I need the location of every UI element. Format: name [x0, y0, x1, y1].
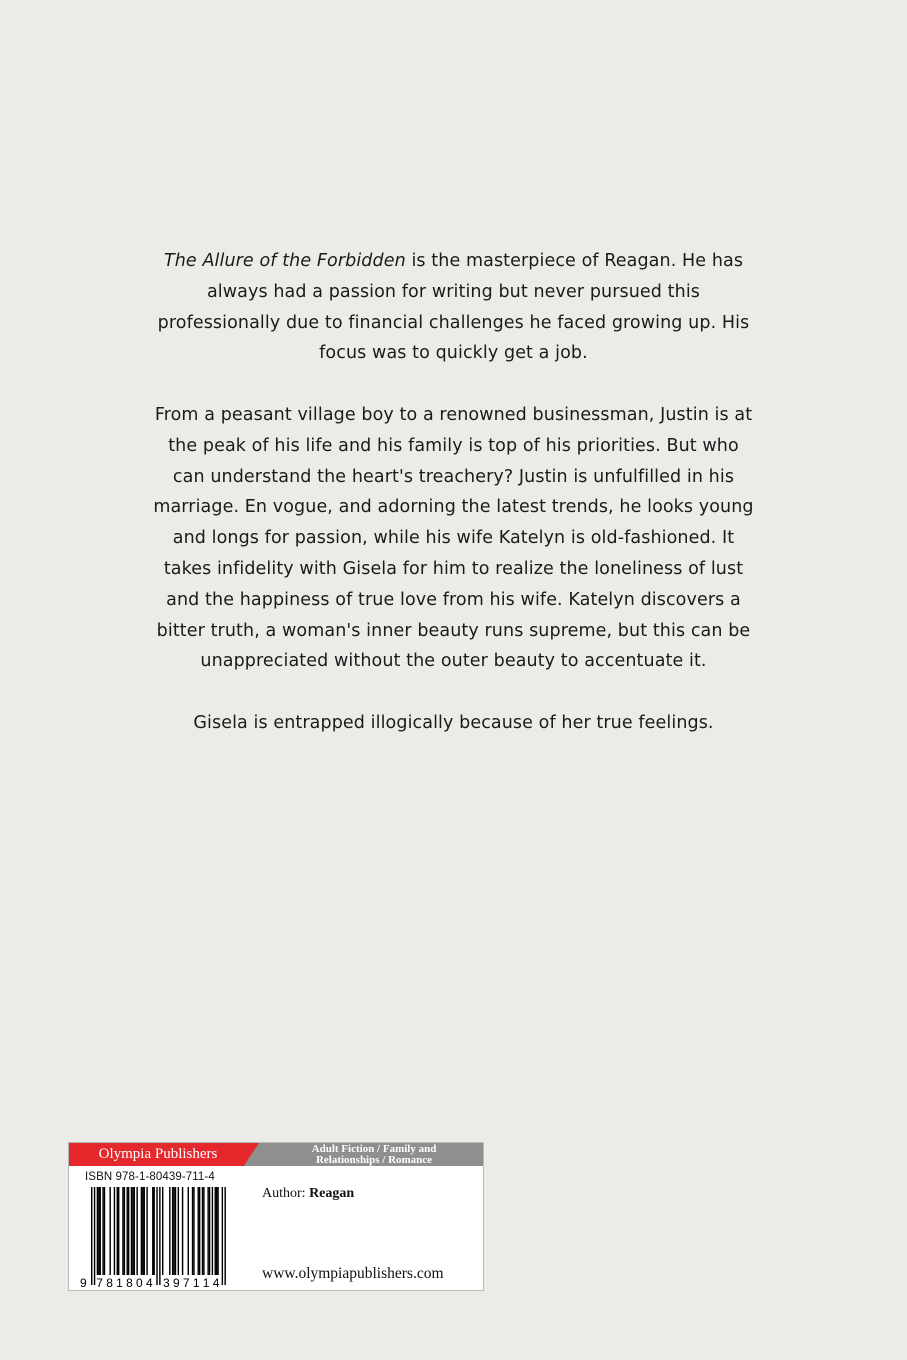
- barcode-label: [68, 1142, 484, 1291]
- blurb-paragraph-1: [150, 246, 757, 369]
- barcode-bar: [173, 1187, 174, 1275]
- barcode-bar: [175, 1187, 176, 1275]
- barcode-bar: [131, 1187, 132, 1275]
- barcode-bar: [122, 1187, 123, 1275]
- barcode-bar: [136, 1187, 137, 1275]
- barcode-digit: 9: [172, 1276, 180, 1290]
- category-text: [269, 1144, 479, 1166]
- barcode-bar: [178, 1187, 179, 1275]
- author-line: [262, 1186, 354, 1202]
- back-cover-blurb: [150, 246, 757, 770]
- blurb-paragraph-3: Gisela is entrapped illogically because of her true feelings.: [193, 712, 714, 733]
- barcode-bar: [209, 1187, 210, 1275]
- barcode-bar: [98, 1187, 99, 1275]
- author-label: Author:: [262, 1186, 306, 1201]
- barcode-bar: [104, 1187, 105, 1275]
- barcode-bar: [94, 1187, 95, 1285]
- barcode-bar: [169, 1187, 170, 1275]
- barcode-bar: [117, 1187, 118, 1275]
- barcode-bar: [198, 1187, 199, 1275]
- barcode-bar: [153, 1187, 154, 1275]
- barcode-bar: [141, 1187, 142, 1275]
- barcode-digit: 8: [106, 1276, 113, 1290]
- book-title: The Allure of the Forbidden: [163, 251, 406, 271]
- barcode-bar: [212, 1187, 213, 1275]
- barcode-bar: [224, 1187, 225, 1285]
- barcode-digit: 3: [163, 1276, 170, 1290]
- barcode-digit: 1: [192, 1276, 200, 1290]
- barcode-bar: [222, 1187, 223, 1285]
- barcode-bar: [144, 1187, 145, 1275]
- barcode-digit: 1: [202, 1276, 210, 1290]
- barcode-bar: [203, 1187, 204, 1275]
- blurb-paragraph-1-text: is the masterpiece of Reagan. He has always had a passion for writing but never pursued this professionally due to financial challenges he faced growing up. His focus was to quickly get a job.: [157, 251, 750, 364]
- barcode-bar: [124, 1187, 125, 1275]
- barcode-digit: 4: [145, 1276, 153, 1290]
- barcode-bar: [217, 1187, 218, 1275]
- barcode-bar: [132, 1187, 133, 1275]
- barcode-bar: [102, 1187, 103, 1275]
- barcode-digit: 0: [136, 1276, 143, 1290]
- blurb-paragraph-2: From a peasant village boy to a renowned businessman, Justin is at the peak of his life and his family is top of his priorities. But who can understand the heart's treachery? Justin is unfulfilled in his marriage. En vogue, and adorning the latest trends, he looks young and longs for passion, while his wife Katelyn is old-fashioned. It takes infidelity with Gisela for him to realize the loneliness of lust and the happiness of true love from his wife. Katelyn discovers a bitter truth, a woman's inner beauty runs supreme, but this can be unappreciated without the outer beauty to accentuate it.: [153, 404, 754, 672]
- barcode-bar: [207, 1187, 208, 1275]
- barcode-digit: 8: [126, 1276, 133, 1290]
- barcode-bar: [188, 1187, 189, 1275]
- barcode-digit: 7: [96, 1276, 103, 1290]
- barcode-bar: [152, 1187, 153, 1275]
- author-name: Reagan: [309, 1186, 355, 1201]
- barcode-bar: [127, 1187, 128, 1275]
- barcode-digit: 7: [182, 1276, 190, 1290]
- barcode-bar: [202, 1187, 203, 1275]
- barcode-bar: [159, 1187, 160, 1285]
- publisher-name: Olympia Publishers: [98, 1146, 218, 1162]
- isbn-text: ISBN 978-1-80439-711-4: [85, 1171, 215, 1183]
- barcode-digit: 9: [80, 1276, 87, 1290]
- barcode-bar: [199, 1187, 200, 1275]
- category-line-1: Adult Fiction / Family and: [311, 1143, 437, 1155]
- barcode-bar: [146, 1187, 147, 1275]
- barcode-bar: [97, 1187, 98, 1275]
- barcode-bar: [162, 1187, 163, 1275]
- barcode-bar: [142, 1187, 143, 1275]
- barcode-icon: [79, 1187, 229, 1290]
- barcode-bar: [172, 1187, 173, 1275]
- barcode-bar: [114, 1187, 115, 1275]
- barcode-bar: [118, 1187, 119, 1275]
- barcode-bar: [215, 1187, 216, 1275]
- barcode-bar: [216, 1187, 217, 1275]
- barcode-bar: [156, 1187, 157, 1285]
- barcode-bar: [100, 1187, 101, 1275]
- barcode-bar: [134, 1187, 135, 1275]
- publisher-website: www.olympiapublishers.com: [262, 1265, 444, 1282]
- barcode-bar: [109, 1187, 110, 1275]
- barcode-bar: [182, 1187, 183, 1275]
- barcode-digit: 1: [116, 1276, 123, 1290]
- barcode-bar: [193, 1187, 194, 1275]
- barcode-bar: [192, 1187, 193, 1275]
- barcode-bar: [128, 1187, 129, 1275]
- barcode-digit: 4: [212, 1276, 220, 1290]
- barcode-bar: [91, 1187, 92, 1285]
- category-line-2: Relationships / Romance: [315, 1154, 433, 1166]
